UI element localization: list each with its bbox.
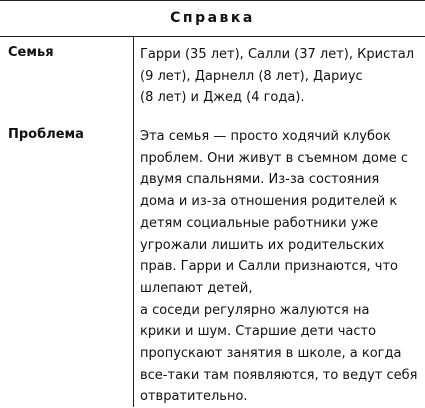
text-line: пропускают занятия в школе, а когда <box>140 346 402 362</box>
text-line: крики и шум. Старшие дети часто <box>140 324 377 340</box>
text-line: проблем. Они живут в съемном доме с <box>140 150 408 166</box>
text-line: Эта семья — просто ходячий клубок <box>140 129 391 144</box>
text-line: шлепают детей, <box>140 280 253 296</box>
text-line: (9 лет), Дарнелл (8 лет), Дариус <box>140 68 363 84</box>
card-title: Справка <box>0 0 425 37</box>
problem-label: Проблема <box>8 127 84 142</box>
family-text <box>140 44 420 109</box>
text-line: детям социальные работники уже <box>140 215 379 231</box>
text-line: (8 лет) и Джед (4 года). <box>140 90 305 106</box>
text-line: все-таки там появляются, то ведут себя <box>140 367 418 383</box>
text-line: прав. Гарри и Салли признаются, что <box>140 259 398 275</box>
text-line: двумя спальнями. Из-за состояния <box>140 172 380 188</box>
family-label: Семья <box>8 45 54 60</box>
column-divider <box>133 37 134 407</box>
text-line: дома и из-за отношения родителей к <box>140 194 398 210</box>
text-line: отвратительно. <box>140 389 248 405</box>
text-line: а соседи регулярно жалуются на <box>140 302 370 318</box>
text-line: Гарри (35 лет), Салли (37 лет), Кристал <box>140 47 415 62</box>
text-line: угрожали лишить их родительских <box>140 237 385 253</box>
problem-text <box>140 126 420 408</box>
